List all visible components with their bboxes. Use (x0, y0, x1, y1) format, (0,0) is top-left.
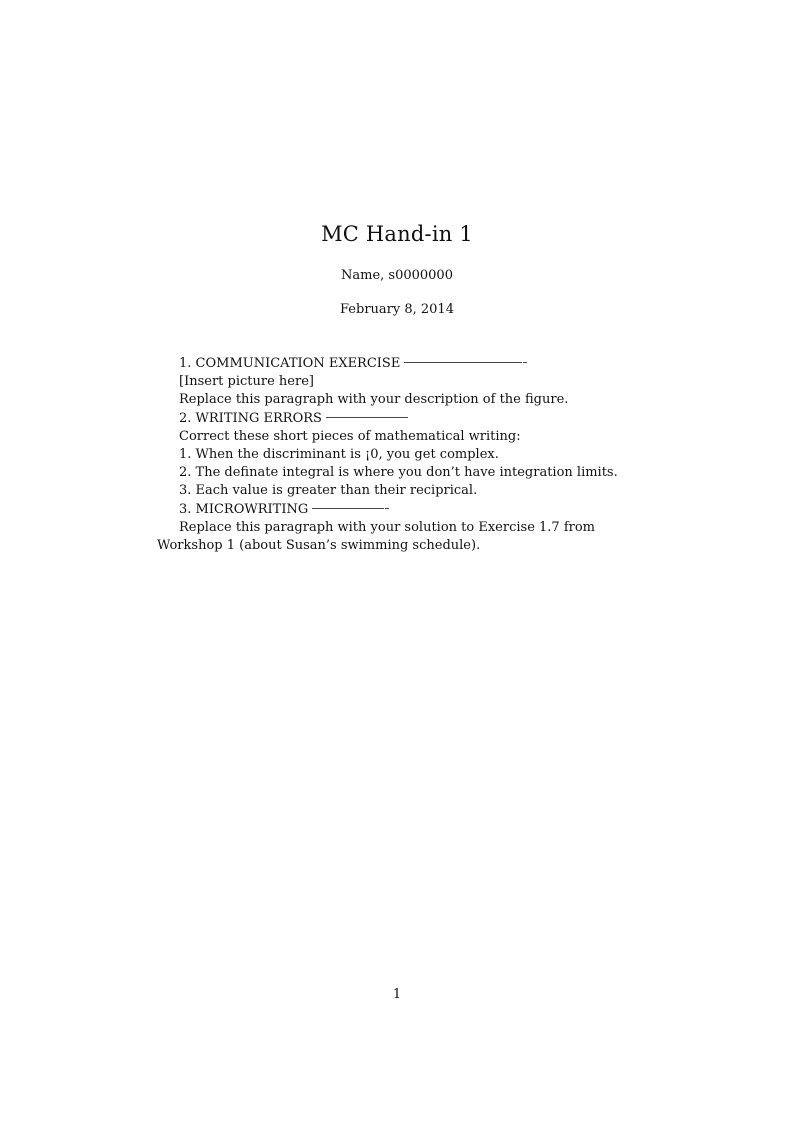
document-date: February 8, 2014 (340, 302, 454, 317)
heading-rule (312, 508, 384, 509)
heading-rule (326, 417, 408, 418)
heading-rule-tick (385, 508, 389, 509)
author-line: Name, s0000000 (341, 268, 453, 283)
writing-error-item-1: 1. When the discriminant is ¡0, you get complex. (179, 447, 499, 463)
section-3-heading: 3. MICROWRITING (179, 501, 309, 517)
section-1-paragraph: Replace this paragraph with your description of the figure. (179, 392, 569, 408)
writing-error-item-3: 3. Each value is greater than their reciprical. (179, 483, 478, 499)
heading-rule (404, 362, 522, 363)
writing-error-item-2: 2. The definate integral is where you don’t have integration limits. (179, 465, 618, 481)
document-title: MC Hand-in 1 (321, 222, 473, 246)
section-3-paragraph: Replace this paragraph with your solution to Exercise 1.7 from Workshop 1 (about Susan’s swimming schedule). (157, 519, 596, 554)
section-2-intro: Correct these short pieces of mathematical writing: (179, 428, 521, 444)
section-1-heading-line (157, 355, 637, 373)
picture-placeholder: [Insert picture here] (179, 374, 314, 390)
section-3-heading-line (157, 501, 637, 519)
heading-rule-tick (523, 362, 527, 363)
section-1-heading: 1. COMMUNICATION EXERCISE (179, 356, 401, 371)
document-body (157, 355, 637, 555)
page-number: 1 (392, 987, 402, 1002)
section-2-heading-line (157, 410, 637, 428)
section-2-heading: 2. WRITING ERRORS (179, 410, 322, 426)
